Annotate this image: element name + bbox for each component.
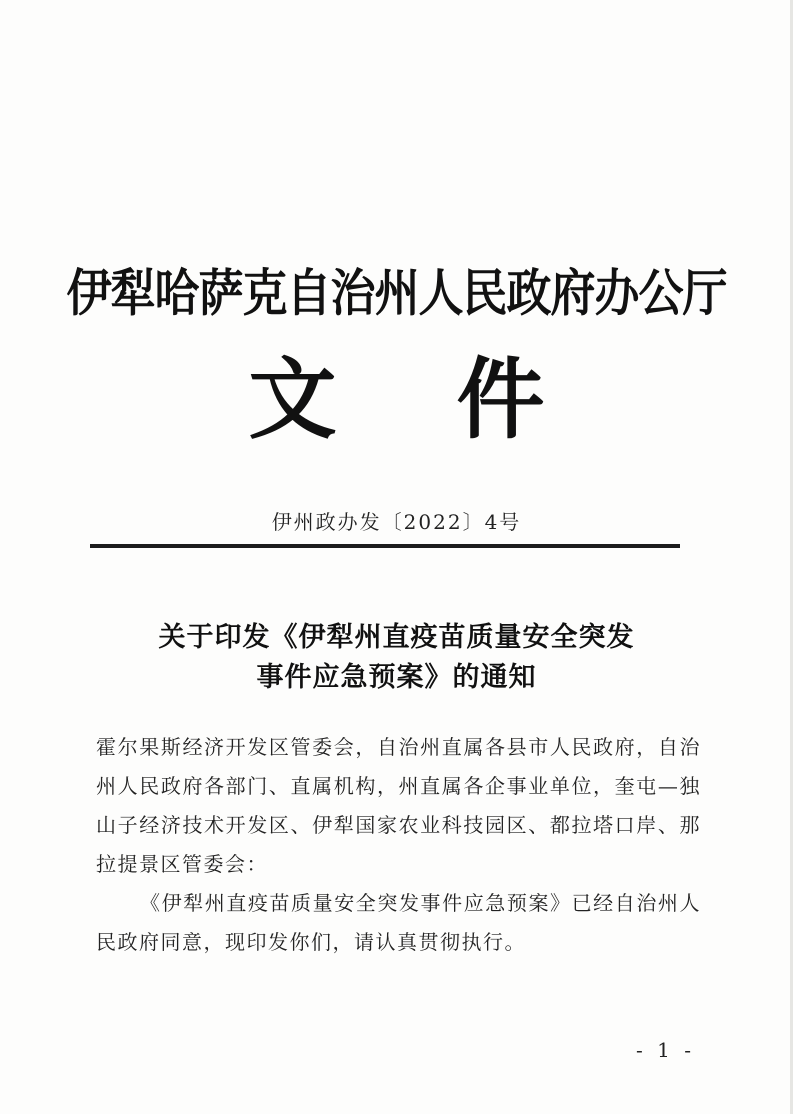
notice-body	[96, 728, 701, 962]
notice-title	[0, 618, 793, 698]
document-type: 文件	[248, 348, 665, 451]
notice-title-line-1: 关于印发《伊犁州直疫苗质量安全突发	[158, 622, 635, 653]
document-number: 伊州政办发〔2022〕4号	[271, 510, 522, 534]
notice-title-line-2: 事件应急预案》的通知	[256, 662, 537, 693]
header-divider	[90, 544, 680, 548]
main-paragraph: 《伊犁州直疫苗质量安全突发事件应急预案》已经自治州人民政府同意，现印发你们，请认真贯彻执行。	[96, 891, 701, 954]
page-number: - 1 -	[636, 1038, 695, 1062]
recipients-paragraph: 霍尔果斯经济开发区管委会，自治州直属各县市人民政府，自治州人民政府各部门、直属机构，州直属各企事业单位，奎屯—独山子经济技术开发区、伊犁国家农业科技园区、都拉塔口岸、那拉提景区管委会：	[96, 735, 701, 876]
issuer-header: 伊犁哈萨克自治州人民政府办公厅	[66, 263, 727, 323]
